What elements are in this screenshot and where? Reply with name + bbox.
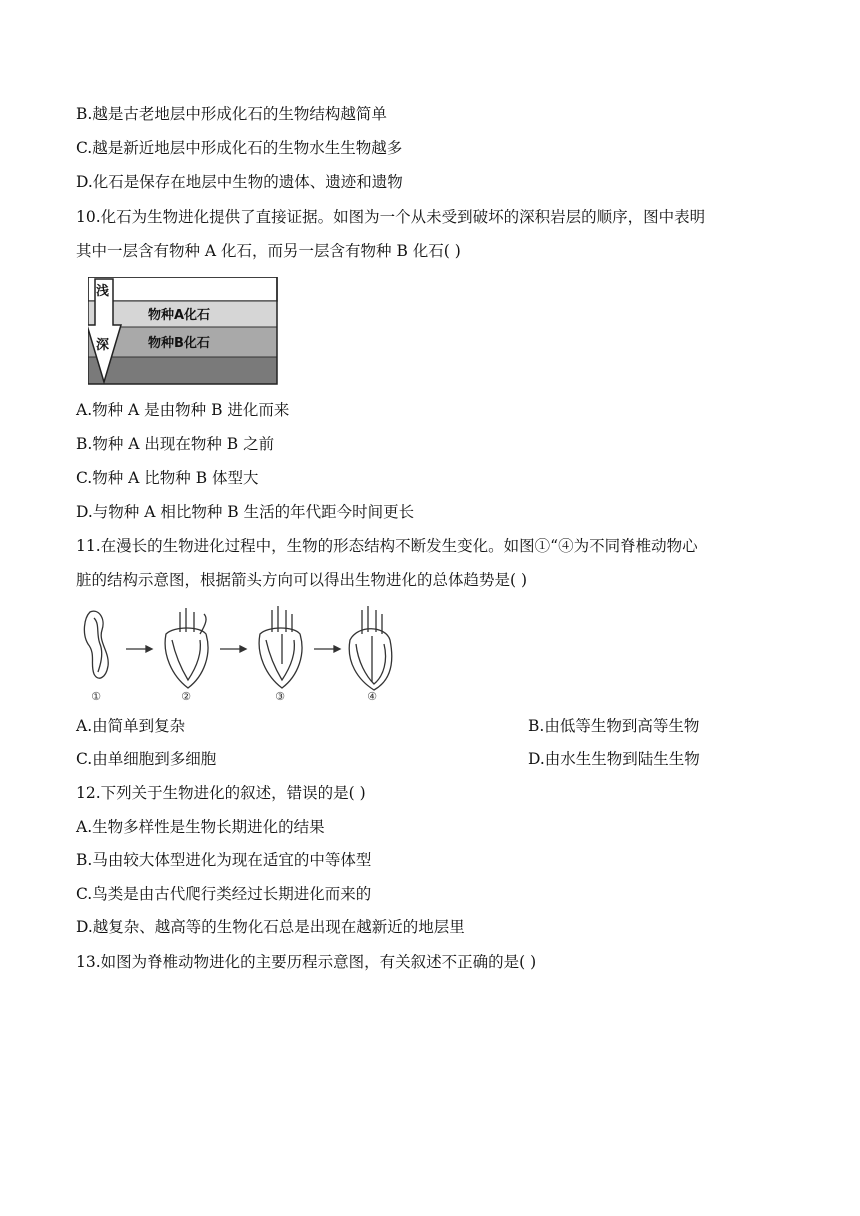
q12-option-d: D.越复杂、越高等的生物化石总是出现在越新近的地层里 [76,918,465,936]
q10-stem-line2: 其中一层含有物种 A 化石，而另一层含有物种 B 化石( ) [76,242,461,260]
species-a-label: 物种A化石 [148,308,211,323]
q10-option-a: A.物种 A 是由物种 B 进化而来 [76,401,290,419]
q9-option-b: B.越是古老地层中形成化石的生物结构越简单 [76,105,387,123]
q11-stem-line1: 11.在漫长的生物进化过程中，生物的形态结构不断发生变化。如图①“④为不同脊椎动物心 [76,537,698,555]
shallow-label: 浅 [96,284,110,299]
q11-option-d: D.由水生生物到陆生生物 [528,750,700,768]
q13-stem: 13.如图为脊椎动物进化的主要历程示意图，有关叙述不正确的是( ) [76,953,537,971]
deep-label: 深 [96,338,110,353]
q10-option-d: D.与物种 A 相比物种 B 生活的年代距今时间更长 [76,503,415,521]
q12-stem: 12.下列关于生物进化的叙述，错误的是( ) [76,784,366,802]
heart-3-icon [259,628,302,688]
q9-option-c: C.越是新近地层中形成化石的生物水生生物越多 [76,139,403,157]
q11-option-c: C.由单细胞到多细胞 [76,750,217,768]
q12-option-b: B.马由较大体型进化为现在适宜的中等体型 [76,851,372,869]
q10-option-b: B.物种 A 出现在物种 B 之前 [76,435,275,453]
species-b-label: 物种B化石 [148,336,210,351]
layer-top [88,277,277,301]
heart-label-4: ④ [367,690,377,703]
heart-label-2: ② [181,690,191,703]
q9-option-d: D.化石是保存在地层中生物的遗体、遗迹和遗物 [76,173,403,191]
heart-evolution-figure [76,604,396,704]
q12-option-a: A.生物多样性是生物长期进化的结果 [76,818,325,836]
q10-stem-line1: 10.化石为生物进化提供了直接证据。如图为一个从未受到破坏的深积岩层的顺序，图中表明 [76,208,706,226]
layer-bottom [88,357,277,384]
heart-label-3: ③ [275,690,285,703]
heart-label-1: ① [91,690,101,703]
q12-option-c: C.鸟类是由古代爬行类经过长期进化而来的 [76,885,372,903]
rock-layer-figure [88,277,278,385]
q10-option-c: C.物种 A 比物种 B 体型大 [76,469,259,487]
q11-option-a: A.由简单到复杂 [76,717,186,735]
heart-2-icon [165,628,208,688]
q11-stem-line2: 脏的结构示意图，根据箭头方向可以得出生物进化的总体趋势是( ) [76,571,528,589]
q11-option-b: B.由低等生物到高等生物 [528,717,700,735]
